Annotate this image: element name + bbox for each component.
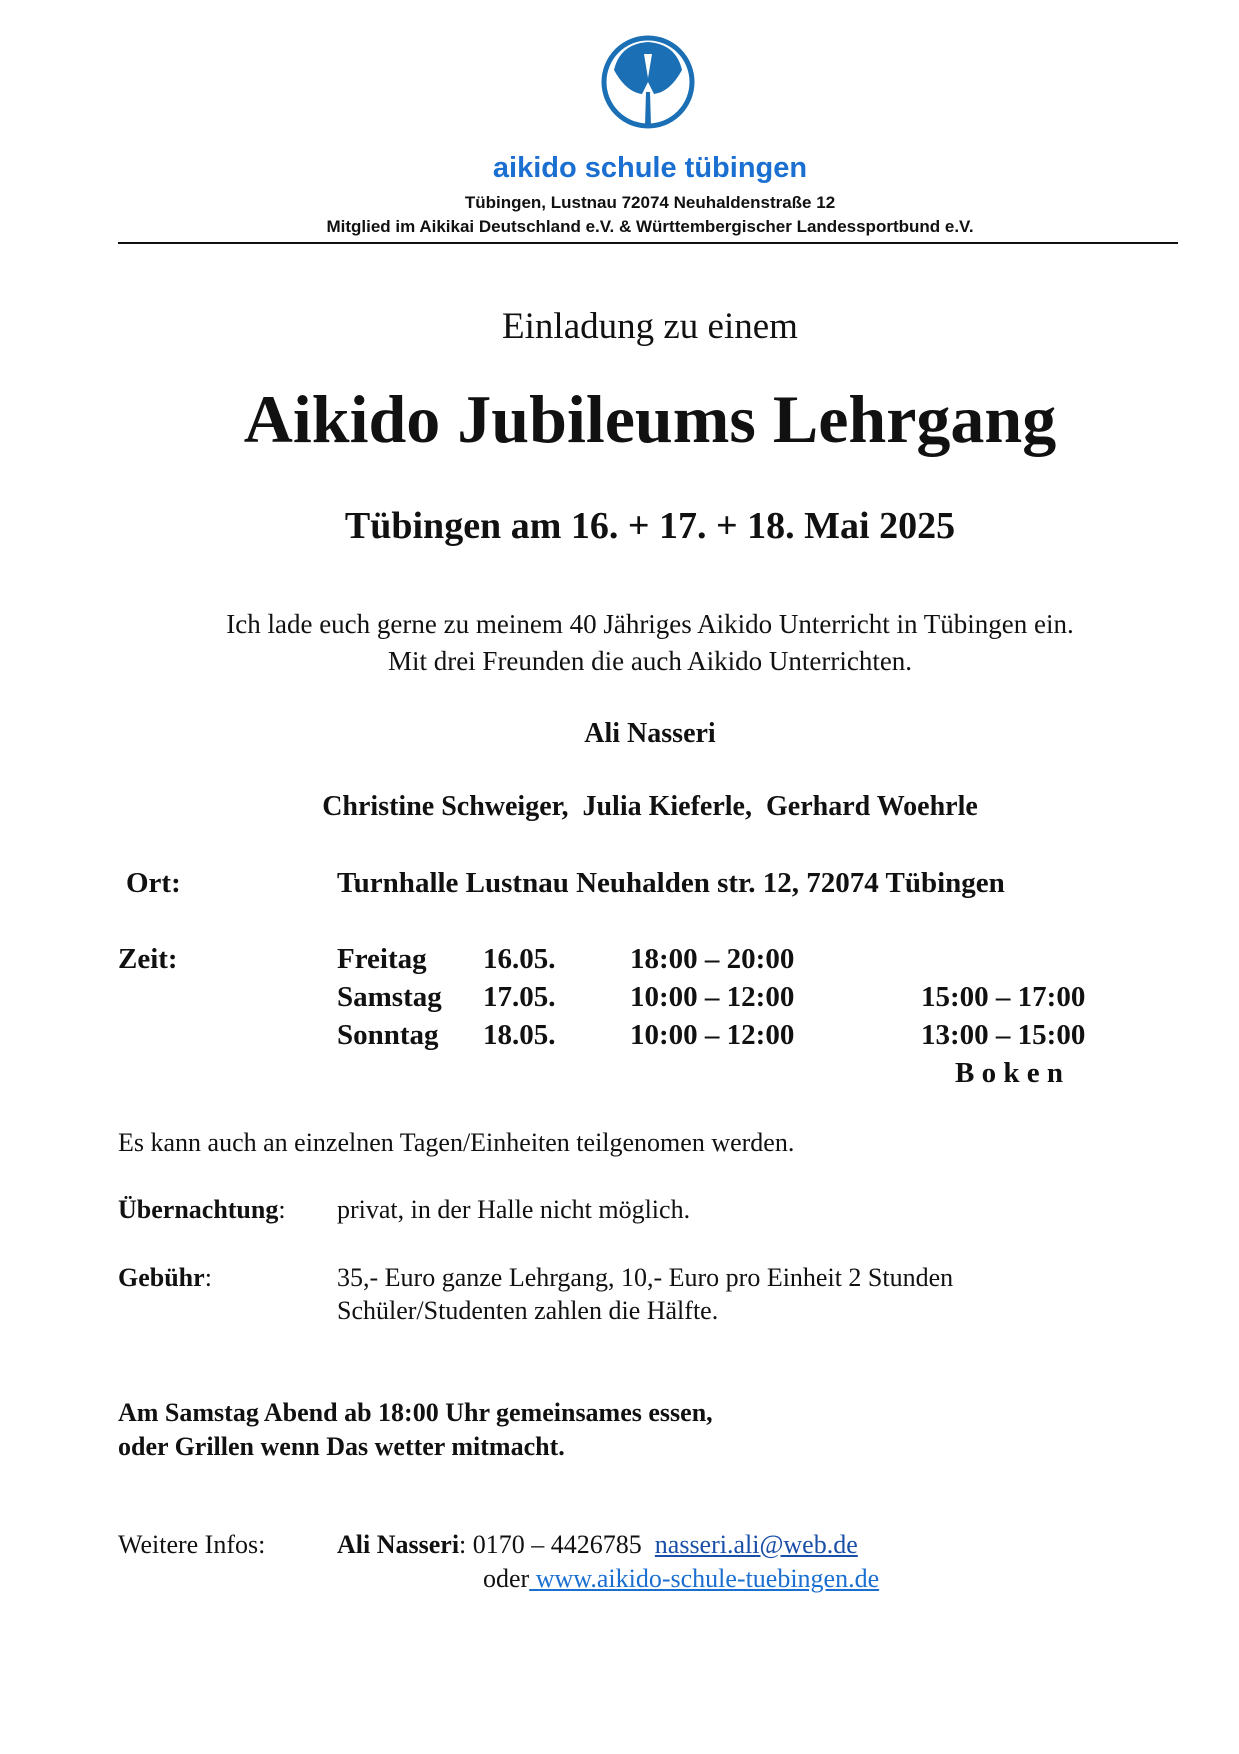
dinner-line-1: Am Samstag Abend ab 18:00 Uhr gemeinsames essen, [118, 1398, 713, 1427]
schedule-day: Freitag [337, 943, 427, 975]
fee-label [118, 1263, 212, 1293]
guest-teacher: Christine Schweiger, [322, 791, 569, 822]
header-divider [118, 242, 1178, 244]
school-address: Tübingen, Lustnau 72074 Neuhaldenstraße 12 [464, 193, 836, 212]
schedule-day: Samstag [337, 981, 442, 1013]
contact-phone: : 0170 – 4426785 [459, 1530, 642, 1559]
fee-colon: : [204, 1263, 212, 1292]
single-days-note: Es kann auch an einzelnen Tagen/Einheiten teilgenomen werden. [118, 1128, 795, 1157]
accommodation-label [118, 1195, 286, 1225]
schedule-slot: 13:00 – 15:00 [921, 1019, 1086, 1051]
ginkgo-logo-icon [600, 34, 696, 130]
website-line [483, 1564, 879, 1594]
logo [600, 34, 696, 130]
accommodation-value: privat, in der Halle nicht möglich. [337, 1195, 691, 1224]
page-title: Aikido Jubileums Lehrgang [243, 381, 1057, 457]
accommodation-label-text: Übernachtung [118, 1195, 279, 1224]
event-dates: Tübingen am 16. + 17. + 18. Mai 2025 [344, 505, 956, 547]
location-value: Turnhalle Lustnau Neuhalden str. 12, 72074 Tübingen [337, 867, 1005, 899]
intro-line: Einladung zu einem [502, 306, 798, 347]
accommodation-colon: : [278, 1195, 286, 1224]
dinner-line-2: oder Grillen wenn Das wetter mitmacht. [118, 1432, 565, 1461]
fee-line-2: Schüler/Studenten zahlen die Hälfte. [337, 1296, 719, 1325]
main-teacher: Ali Nasseri [584, 718, 716, 749]
school-name: aikido schule tübingen [492, 152, 808, 184]
contact-line [337, 1530, 858, 1560]
schedule-slot: 18:00 – 20:00 [630, 943, 795, 975]
invitation-line-1: Ich lade euch gerne zu meinem 40 Jähriges Aikido Unterricht in Tübingen ein. [226, 609, 1074, 639]
contact-label: Weitere Infos: [118, 1530, 266, 1559]
email-link[interactable]: nasseri.ali@web.de [654, 1530, 858, 1559]
location-label: Ort: [126, 867, 181, 899]
contact-or: oder [483, 1564, 530, 1593]
boken-note: B o k e n [955, 1057, 1063, 1089]
schedule-slot: 10:00 – 12:00 [630, 981, 795, 1013]
schedule-date: 16.05. [483, 943, 556, 975]
guest-teachers [0, 791, 1239, 823]
schedule-day: Sonntag [337, 1019, 439, 1051]
schedule-slot: 10:00 – 12:00 [630, 1019, 795, 1051]
schedule-label: Zeit: [118, 943, 178, 975]
fee-label-text: Gebühr [118, 1263, 205, 1292]
schedule-date: 17.05. [483, 981, 556, 1013]
schedule-date: 18.05. [483, 1019, 556, 1051]
schedule-slot: 15:00 – 17:00 [921, 981, 1086, 1013]
invitation-line-2: Mit drei Freunden die auch Aikido Unterrichten. [387, 646, 913, 676]
guest-teacher: Gerhard Woehrle [766, 791, 978, 822]
fee-line-1: 35,- Euro ganze Lehrgang, 10,- Euro pro Einheit 2 Stunden [337, 1263, 954, 1292]
membership-line: Mitglied im Aikikai Deutschland e.V. & Württembergischer Landessportbund e.V. [326, 217, 974, 236]
guest-teacher: Julia Kieferle, [582, 791, 752, 822]
website-link[interactable]: www.aikido-schule-tuebingen.de [529, 1564, 880, 1593]
contact-name: Ali Nasseri [337, 1530, 460, 1559]
